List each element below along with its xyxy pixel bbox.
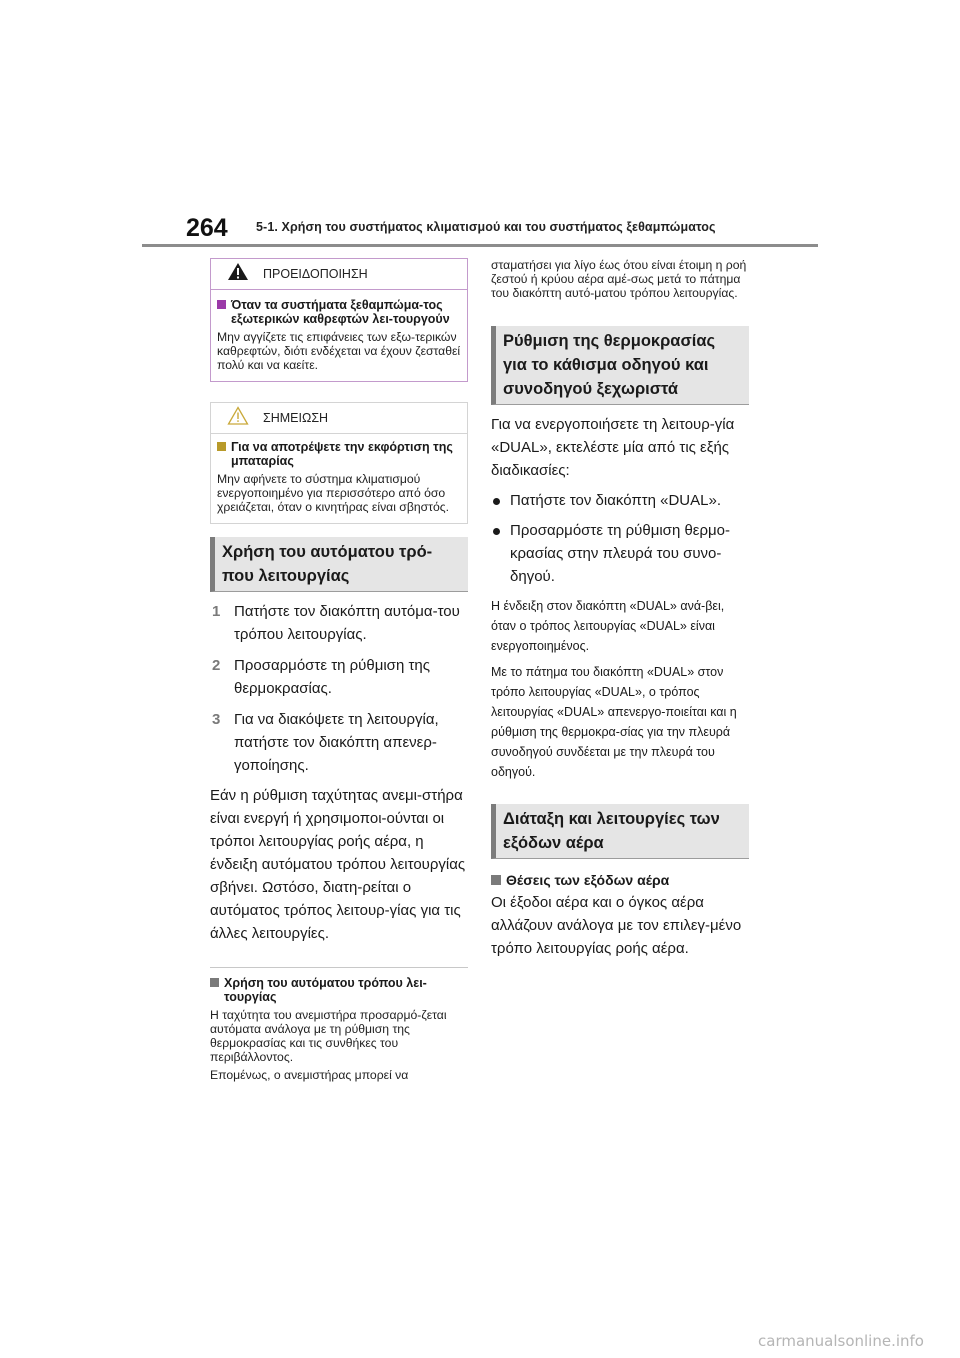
- square-bullet-icon: [491, 875, 501, 885]
- warning-box: [210, 258, 468, 382]
- note-heading-text: Για να αποτρέψετε την εκφόρτιση της μπαταρίας: [231, 440, 453, 468]
- vents-sub-heading: [491, 873, 749, 887]
- auto-info-heading: [210, 976, 468, 1004]
- right-column: [491, 258, 749, 960]
- square-bullet-icon: [217, 442, 226, 451]
- warning-heading: [217, 298, 461, 326]
- step-item: [210, 654, 468, 700]
- warning-body: [211, 290, 467, 381]
- dual-explain-2: Με το πάτημα του διακόπτη «DUAL» στον τρόπο λειτουργίας «DUAL», ο τρόπος λειτουργίας «DUAL» απενεργο-ποιείται και η ρύθμιση της θερμοκρα-σίας για την πλευρά συνοδηγού συνδέεται με την πλευρά του οδηγού.: [491, 665, 737, 779]
- section-divider: [210, 967, 468, 968]
- step-item: [210, 708, 468, 777]
- left-column: [210, 258, 468, 1082]
- auto-info-text-continued: σταματήσει για λίγο έως ότου είναι έτοιμη η ροή ζεστού ή κρύου αέρα αμέ-σως μετά το πάτημα του διακόπτη αυτό-ματου τρόπου λειτουργίας.: [491, 258, 747, 300]
- bullet-text: Προσαρμόστε τη ρύθμιση θερμο-κρασίας στην πλευρά του συνο-δηγού.: [510, 522, 730, 585]
- step-number: 3: [212, 711, 221, 728]
- warning-triangle-icon: [227, 262, 249, 286]
- warning-title: ΠΡΟΕΙΔΟΠΟΙΗΣΗ: [263, 267, 368, 281]
- auto-mode-section-heading: Χρήση του αυτόματου τρό-που λειτουργίας: [210, 537, 468, 592]
- chapter-title: 5-1. Χρήση του συστήματος κλιματισμού και του συστήματος ξεθαμπώματος: [256, 220, 716, 234]
- note-header: [211, 403, 467, 434]
- step-text: Για να διακόψετε τη λειτουργία, πατήστε τον διακόπτη απενερ-γοποίησης.: [234, 711, 439, 774]
- warning-header: [211, 259, 467, 290]
- warning-text: Μην αγγίζετε τις επιφάνειες των εξω-τερικών καθρεφτών, διότι ενδέχεται να έχουν ζεσταθεί πολύ και να καείτε.: [217, 330, 461, 372]
- vents-section-heading: Διάταξη και λειτουργίες των εξόδων αέρα: [491, 804, 749, 859]
- square-bullet-icon: [217, 300, 226, 309]
- step-item: [210, 600, 468, 646]
- step-number: 2: [212, 657, 221, 674]
- dual-explain-1: Η ένδειξη στον διακόπτη «DUAL» ανά-βει, όταν ο τρόπος λειτουργίας «DUAL» είναι ενεργοποιημένος.: [491, 599, 725, 653]
- dual-section-heading: Ρύθμιση της θερμοκρασίας για το κάθισμα οδηγού και συνοδηγού ξεχωριστά: [491, 326, 749, 405]
- note-box: [210, 402, 468, 524]
- auto-info-text-1: Η ταχύτητα του ανεμιστήρα προσαρμό-ζεται αυτόματα ανάλογα με τη ρύθμιση της θερμοκρασίας και τις συνθήκες του περιβάλλοντος.: [210, 1008, 447, 1064]
- caution-triangle-icon: [227, 406, 249, 430]
- header-rule: [142, 244, 818, 247]
- note-body: [211, 434, 467, 523]
- warning-heading-text: Όταν τα συστήματα ξεθαμπώμα-τος εξωτερικών καθρεφτών λει-τουργούν: [231, 298, 450, 326]
- auto-info-text-2: Επομένως, ο ανεμιστήρας μπορεί να: [210, 1068, 409, 1082]
- note-heading: [217, 440, 461, 468]
- footer-watermark: carmanualsonline.info: [758, 1332, 924, 1350]
- auto-info-heading-text: Χρήση του αυτόματου τρόπου λει-τουργίας: [224, 976, 427, 1004]
- step-text: Προσαρμόστε τη ρύθμιση της θερμοκρασίας.: [234, 657, 430, 697]
- step-number: 1: [212, 603, 221, 620]
- note-title: ΣΗΜΕΙΩΣΗ: [263, 411, 329, 425]
- vents-sub-heading-text: Θέσεις των εξόδων αέρα: [506, 872, 670, 888]
- dual-intro: Για να ενεργοποιήσετε τη λειτουρ-γία «DUAL», εκτελέστε μία από τις εξής διαδικασίες:: [491, 416, 735, 479]
- auto-mode-steps: [210, 600, 468, 777]
- bullet-dot-icon: [491, 519, 510, 588]
- auto-mode-paragraph: Εάν η ρύθμιση ταχύτητας ανεμι-στήρα είναι ενεργή ή χρησιμοποι-ούνται οι τρόποι λειτουργίας ροής αέρα, η ένδειξη αυτόματου τρόπου λειτουργίας σβήνει. Ωστόσο, διατη-ρείται ο αυτόματος τρόπος λειτουρ-γίας για τις άλλες λειτουργίες.: [210, 787, 466, 942]
- step-text: Πατήστε τον διακόπτη αυτόμα-του τρόπου λειτουργίας.: [234, 603, 460, 643]
- bullet-item: [491, 519, 749, 588]
- vents-text: Οι έξοδοι αέρα και ο όγκος αέρα αλλάζουν ανάλογα με τον επιλεγ-μένο τρόπο λειτουργίας ροής αέρα.: [491, 894, 742, 957]
- note-text: Μην αφήνετε το σύστημα κλιματισμού ενεργοποιημένο για περισσότερο από όσο χρειάζεται, όταν ο κινητήρας είναι σβηστός.: [217, 472, 449, 514]
- bullet-text: Πατήστε τον διακόπτη «DUAL».: [510, 492, 721, 509]
- bullet-dot-icon: [491, 489, 510, 512]
- page-number: 264: [186, 214, 228, 242]
- bullet-item: [491, 489, 749, 512]
- square-bullet-icon: [210, 978, 219, 987]
